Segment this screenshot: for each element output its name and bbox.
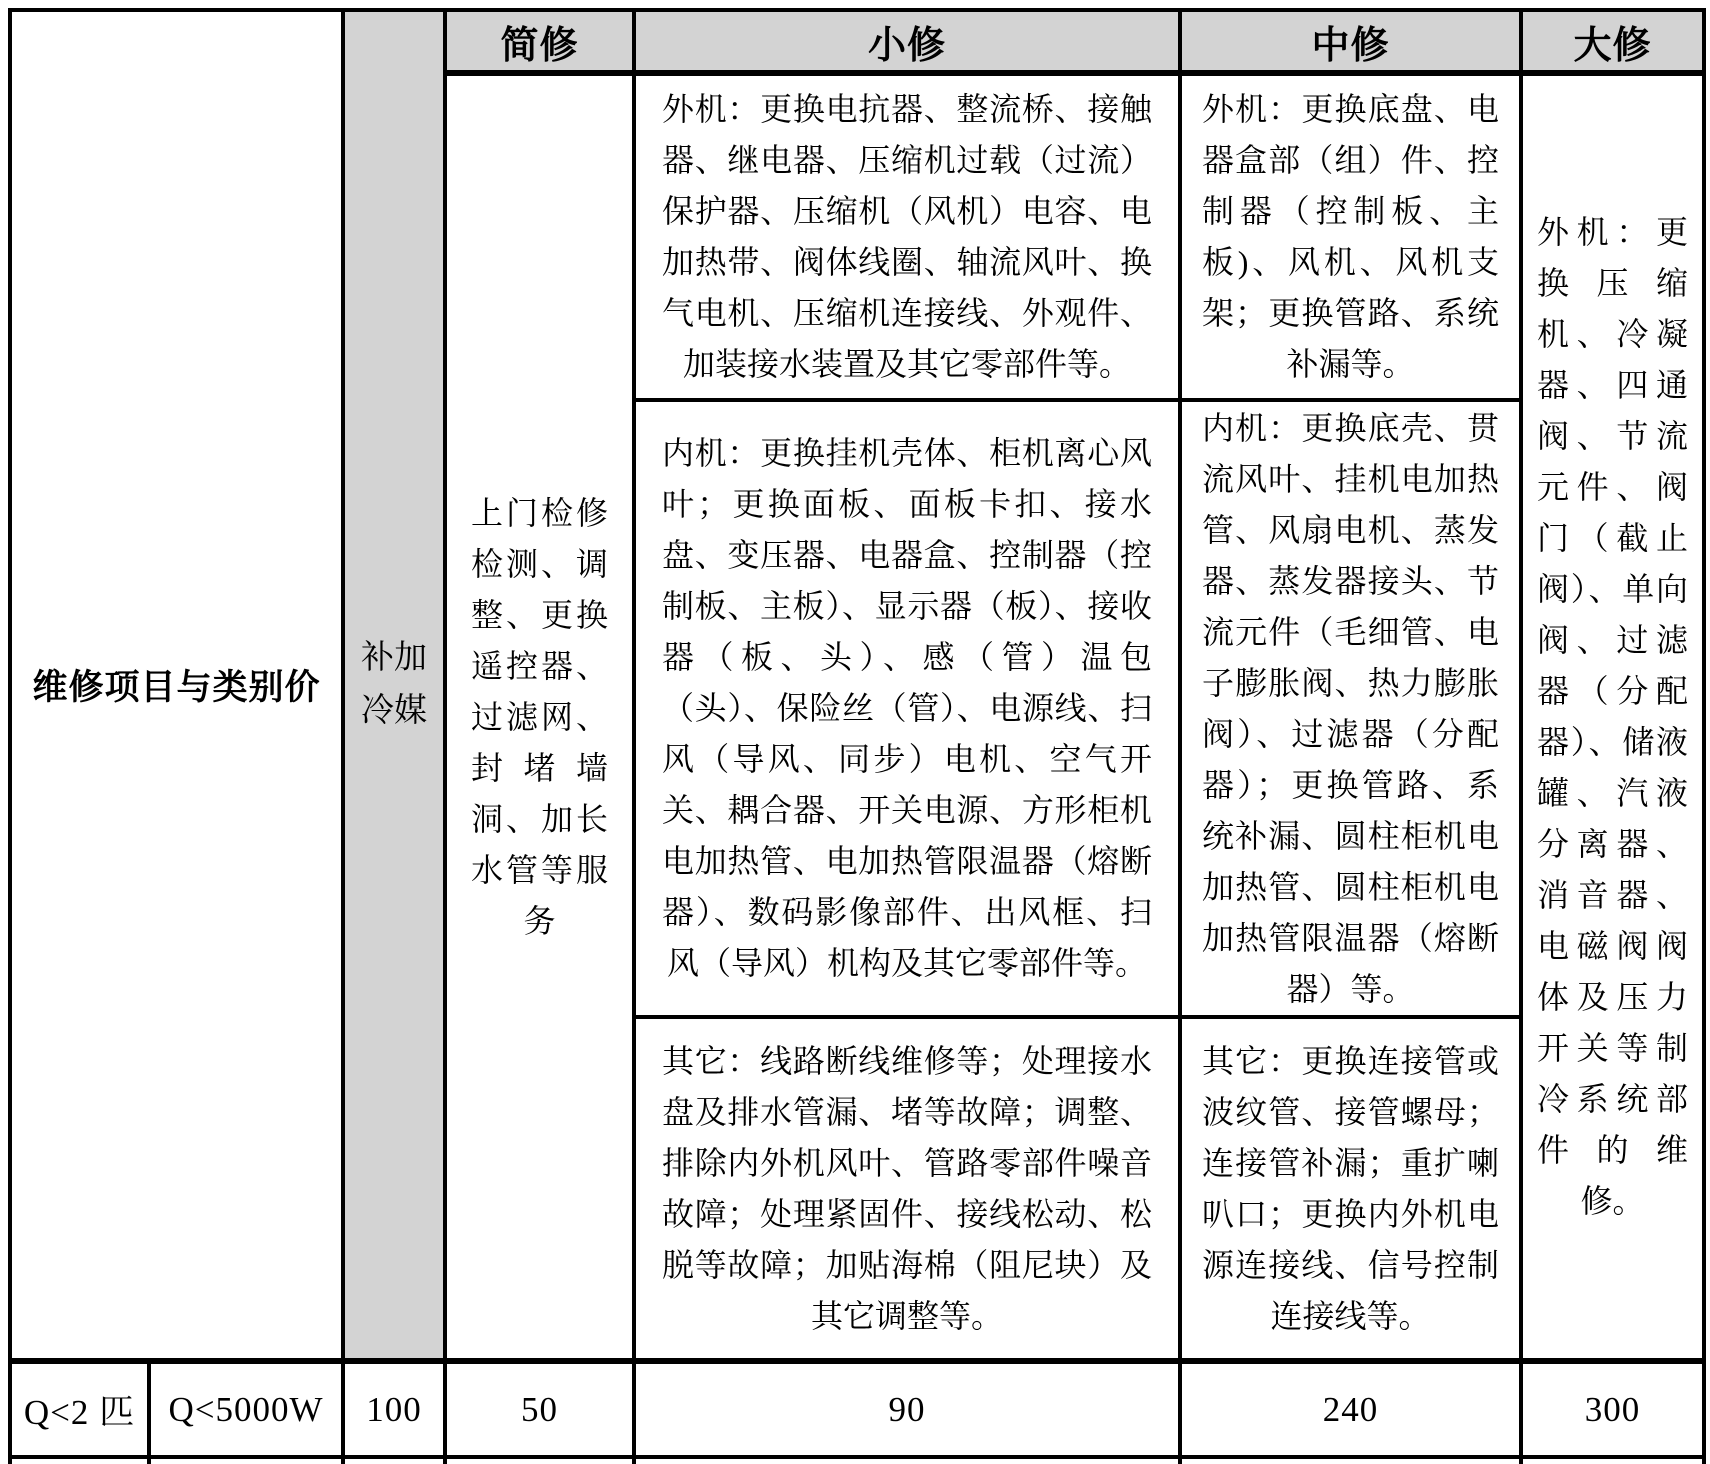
header-jianxiu-label: 简修 [500,24,579,67]
cell-jianxiu-body [447,76,632,1358]
header-daxiu-label: 大修 [1573,24,1652,67]
header-zhongxiu [1182,12,1519,70]
xiaoxiu-neiji-text: 内机：更换挂机壳体、柜机离心风叶；更换面板、面板卡扣、接水盘、变压器、电器盒、控制器（控制板、主板）、显示器（板）、接收器（板、头）、感（管）温包（头）、保险丝（管）、电源线、扫风（导风、同步）电机、空气开关、耦合器、开关电源、方形柜机电加热管、电加热管限温器（熔断器）、数码影像部件、出风框、扫风（导风）机构及其它零部件等。 [662,435,1152,981]
capacity-hp-text: Q<2 匹 [23,1392,136,1432]
header-jianxiu [447,12,632,70]
cell-zhongxiu-waiji [1182,76,1519,398]
cell-price-daxiu [1523,1364,1702,1455]
zhongxiu-qita-text: 其它：更换连接管或波纹管、接管螺母；连接管补漏；重扩喇叭口；更换内外机电源连接线、信号控制连接线等。 [1202,1042,1499,1334]
cell-xiaoxiu-neiji [636,402,1178,1015]
xiaoxiu-qita-text: 其它：线路断线维修等；处理接水盘及排水管漏、堵等故障；调整、排除内外机风叶、管路零部件噪音故障；处理紧固件、接线松动、松脱等故障；加贴海棉（阻尼块）及其它调整等。 [662,1042,1152,1334]
grid-line-right [1702,8,1706,1464]
cell-daxiu-body [1523,76,1702,1358]
cell-price-xiaoxiu [636,1364,1178,1455]
xiaoxiu-waiji-text: 外机：更换电抗器、整流桥、接触器、继电器、压缩机过载（过流）保护器、压缩机（风机）电容、电加热带、阀体线圈、轴流风叶、换气电机、压缩机连接线、外观件、加装接水装置及其它零部件等。 [662,91,1152,382]
cell-refrigerant [345,12,443,1358]
cell-price-zhongxiu [1182,1364,1519,1455]
cell-row-label [12,12,341,1358]
cell-zhongxiu-qita [1182,1019,1519,1358]
header-xiaoxiu-label: 小修 [867,24,946,67]
zhongxiu-neiji-text: 内机：更换底壳、贯流风叶、挂机电加热管、风扇电机、蒸发器、蒸发器接头、节流元件（毛细管、电子膨胀阀、热力膨胀阀）、过滤器（分配器）；更换管路、系统补漏、圆柱柜机电加热管、圆柱柜机电加热管限温器（熔断器）等。 [1202,409,1499,1007]
header-xiaoxiu [636,12,1178,70]
row-label-text: 维修项目与类别价 [32,668,321,707]
capacity-watt-text: Q<5000W [168,1389,324,1429]
header-daxiu [1523,12,1702,70]
refrigerant-label: 补加冷媒 [361,640,427,729]
jianxiu-body-text: 上门检修检测、调整、更换遥控器、过滤网、封堵墙洞、加长水管等服务 [471,494,608,939]
cell-capacity-watt [151,1364,341,1455]
cell-price-jianxiu [447,1364,632,1455]
header-zhongxiu-label: 中修 [1311,24,1390,67]
cell-price-refrigerant [345,1364,443,1455]
price-xiaoxiu-value: 90 [888,1389,926,1429]
price-zhongxiu-value: 240 [1322,1389,1379,1429]
zhongxiu-waiji-text: 外机：更换底盘、电器盒部（组）件、控制器（控制板、主板)、风机、风机支架；更换管路、系统补漏等。 [1202,91,1499,382]
price-jianxiu-value: 50 [521,1389,558,1429]
price-daxiu-value: 300 [1584,1389,1641,1429]
cell-capacity-hp [12,1364,147,1455]
cell-zhongxiu-neiji [1182,402,1519,1015]
price-refrigerant-value: 100 [366,1389,422,1429]
cell-xiaoxiu-qita [636,1019,1178,1358]
grid-line-qrow-bottom [8,1455,1706,1459]
cell-xiaoxiu-waiji [636,76,1178,398]
daxiu-body-text: 外机：更换压缩机、冷凝器、四通阀、节流元件、阀门（截止阀）、单向阀、过滤器（分配器）、储液罐、汽液分离器、消音器、电磁阀阀体及压力开关等制冷系统部件的维修。 [1537,214,1688,1219]
